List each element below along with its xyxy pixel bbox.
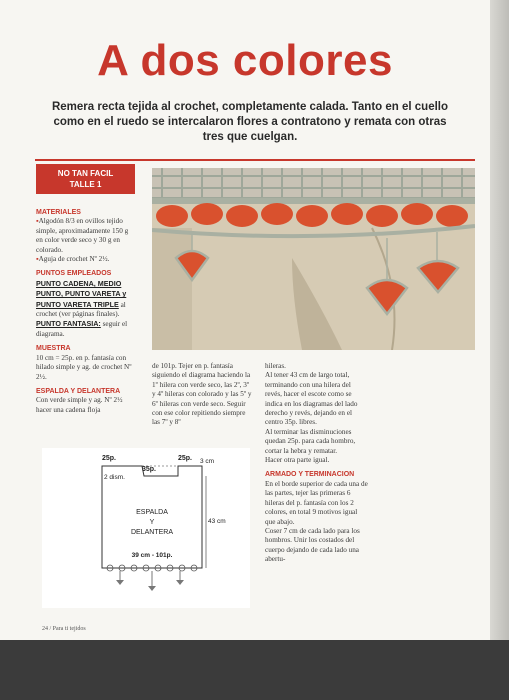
fantasia-bold: PUNTO FANTASIA: xyxy=(36,319,101,329)
material-item: ▪ Algodón 8/3 en ovillos tejido simple, aproximadamente 150 g en color verde seco y 30 g en colorado. xyxy=(36,217,136,255)
diagram-center-3: DELANTERA xyxy=(130,529,173,536)
col3-text2: Al tener 43 cm de largo total, terminando con una hilera del revés, hacer el escote como se indica en los diagramas del lado derecho y revés, dejando en el centro 35p. libres. xyxy=(265,371,358,427)
difficulty-label: NO TAN FACIL xyxy=(57,169,114,178)
puntos-bold: PUNTO CADENA, MEDIO PUNTO, PUNTO VARETA y PUNTO VARETA TRIPLE xyxy=(36,278,127,309)
diagram-center-1: ESPALDA xyxy=(136,509,168,516)
espalda-text: Con verde simple y ag. Nº 2½ hacer una cadena floja xyxy=(36,396,123,414)
section-materiales: MATERIALES xyxy=(36,209,81,216)
diagram-center-2: Y xyxy=(149,519,155,526)
fantasia-paragraph xyxy=(36,319,136,339)
section-armado: ARMADO Y TERMINACION xyxy=(265,471,355,479)
diagram-bottom: 39 cm - 101p. xyxy=(131,552,173,559)
diagram-top-mid: 35p. xyxy=(142,466,157,473)
puntos-paragraph xyxy=(36,279,136,320)
page-edge xyxy=(490,0,509,640)
column-three xyxy=(265,362,369,565)
diagram-top-right: 25p. xyxy=(178,455,193,462)
column-materials xyxy=(36,203,136,415)
pattern-diagram xyxy=(42,448,250,608)
section-puntos: PUNTOS EMPLEADOS xyxy=(36,270,112,278)
garment-photo xyxy=(152,168,475,350)
puntos-text: al crochet (ver páginas finales). xyxy=(36,300,126,319)
col2-text: de 101p. Tejer en p. fantasía siguiendo el diagrama haciendo la 1º hilera con verde seco, las 2º, 3º y 4º hileras con colorado y las 5º y 6º hileras con verde seco. Seguir con ese color repitiendo siempre las 7º y 8º xyxy=(152,362,252,427)
scan-background xyxy=(0,640,509,700)
col3-text1: hileras. xyxy=(265,362,286,370)
material-item: ▪ Aguja de crochet Nº 2½. xyxy=(36,255,136,264)
diagram-center xyxy=(102,508,202,538)
diagram-left-small: 2 dism. xyxy=(104,474,125,481)
diagram-right-side: 43 cm xyxy=(208,518,226,525)
divider-rule xyxy=(35,159,475,161)
fantasia-text: seguir el diagrama. xyxy=(36,320,128,338)
col3-text5: En el borde superior de cada una de las partes, tejer las primeras 6 hileras del p. fantasía con los 2 colores, en total 9 motivos igual que abajo. xyxy=(265,479,368,526)
page-title: A dos colores xyxy=(97,36,393,85)
col3-text3: Al terminar las disminuciones quedan 25p. para cada hombro, cortar la hebra y rematar. xyxy=(265,427,356,455)
size-label: TALLE 1 xyxy=(69,180,102,189)
diagram-right-top: 3 cm xyxy=(200,458,215,465)
section-muestra: MUESTRA xyxy=(36,345,71,353)
section-espalda: ESPALDA Y DELANTERA xyxy=(36,387,121,395)
muestra-text: 10 cm = 25p. en p. fantasía con hilado simple y ag. de crochet Nº 2½. xyxy=(36,353,132,381)
column-two xyxy=(152,362,252,428)
page-subtitle: Remera recta tejida al crochet, completamente calada. Tanto en el cuello como en el ruedo se intercalaron flores a contratono y remata con otras tres que cuelgan. xyxy=(51,101,449,143)
col3-text4: Hacer otra parte igual. xyxy=(265,456,330,465)
col3-text6: Coser 7 cm de cada lado para los hombros. Unir los costados del cuerpo dejando de cada lado una abertu- xyxy=(265,526,360,564)
difficulty-badge xyxy=(36,164,135,194)
diagram-top-left: 25p. xyxy=(102,455,117,462)
page-footer: 24 / Para ti tejidos xyxy=(42,626,86,632)
